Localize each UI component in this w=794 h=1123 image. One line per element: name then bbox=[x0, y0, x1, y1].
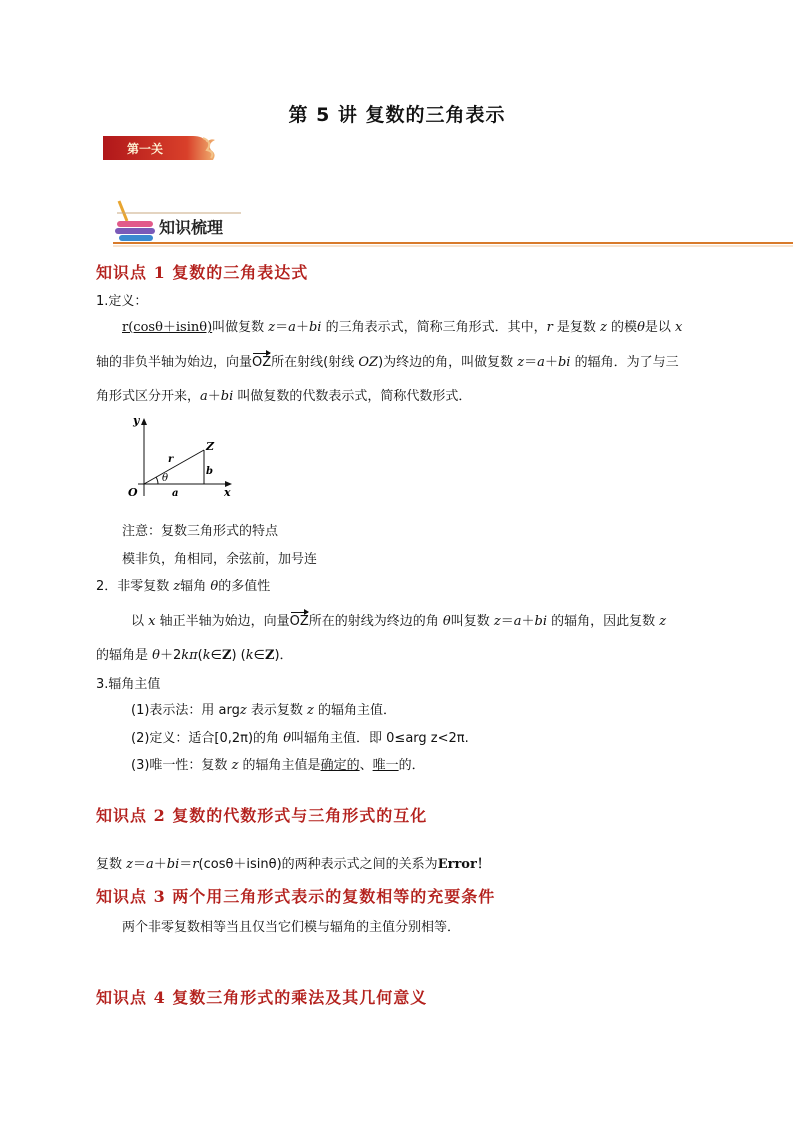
note-line-1: 注意：复数三角形式的特点 bbox=[122, 524, 279, 539]
vector-oz: OZ bbox=[252, 355, 272, 370]
kp3-heading: 知识点 3 两个用三角形式表示的复数相等的充要条件 bbox=[96, 887, 496, 906]
definition-line-3: 角形式区分开来，a＋bi 叫做复数的代数表示式，简称代数形式． bbox=[96, 389, 472, 404]
svg-text:O: O bbox=[128, 486, 138, 498]
svg-text:y: y bbox=[133, 416, 140, 427]
subsection-3-title: 3.辐角主值 bbox=[96, 677, 161, 692]
kp2-text: 复数 z＝a＋bi＝r(cosθ＋isinθ)的两种表示式之间的关系为Error！ bbox=[96, 857, 490, 872]
note-line-2: 模非负，角相同，余弦前，加号连 bbox=[122, 552, 318, 567]
complex-plane-figure bbox=[124, 416, 236, 498]
subsection-2-line-1: 以 x 轴正半轴为始边，向量OZ所在的射线为终边的角 θ叫复数 z＝a＋bi 的辐角，因此复数 z bbox=[131, 614, 667, 629]
subsection-3-line-3: (3)唯一性：复数 z 的辐角主值是确定的、唯一的． bbox=[131, 758, 425, 773]
definition-label: 1.定义： bbox=[96, 294, 148, 309]
svg-text:Z: Z bbox=[206, 440, 215, 453]
level-banner bbox=[103, 132, 223, 164]
subsection-2-title: 2．非零复数 z辐角 θ的多值性 bbox=[96, 579, 271, 594]
kp4-heading: 知识点 4 复数三角形式的乘法及其几何意义 bbox=[96, 988, 428, 1007]
section-banner bbox=[113, 193, 793, 253]
kp2-heading: 知识点 2 复数的代数形式与三角形式的互化 bbox=[96, 806, 428, 825]
svg-text:θ: θ bbox=[162, 473, 169, 484]
kp3-text: 两个非零复数相等当且仅当它们模与辐角的主值分别相等． bbox=[122, 920, 461, 935]
svg-text:b: b bbox=[206, 466, 213, 477]
page-title: 第 5 讲 复数的三角表示 bbox=[288, 104, 506, 126]
level-banner-text: 第一关 bbox=[127, 142, 164, 156]
vector-oz-2: OZ bbox=[289, 614, 309, 629]
subsection-3-line-1: (1)表示法：用 argz 表示复数 z 的辐角主值． bbox=[131, 703, 397, 718]
subsection-3-line-2: (2)定义：适合[0,2π)的角 θ叫辐角主值．即 0≤arg z<2π. bbox=[131, 731, 469, 746]
error-text: Error！ bbox=[437, 857, 490, 872]
svg-text:r: r bbox=[168, 454, 174, 465]
subsection-2-line-2: 的辐角是 θ＋2kπ(k∈Z) (k∈Z)． bbox=[96, 648, 293, 663]
definition-line-2: 轴的非负半轴为始边，向量OZ所在射线(射线 OZ)为终边的角，叫做复数 z＝a＋bi 的辐角．为了与三 bbox=[96, 355, 679, 370]
definition-line-1: r(cosθ＋isinθ)叫做复数 z＝a＋bi 的三角表示式，简称三角形式．其中，r 是复数 z 的模θ是以 x bbox=[122, 320, 683, 335]
svg-text:a: a bbox=[172, 488, 179, 498]
kp1-heading: 知识点 1 复数的三角表达式 bbox=[96, 263, 309, 282]
svg-text:x: x bbox=[224, 486, 231, 498]
section-banner-text: 知识梳理 bbox=[159, 218, 224, 237]
level-banner-graphic bbox=[103, 132, 223, 164]
